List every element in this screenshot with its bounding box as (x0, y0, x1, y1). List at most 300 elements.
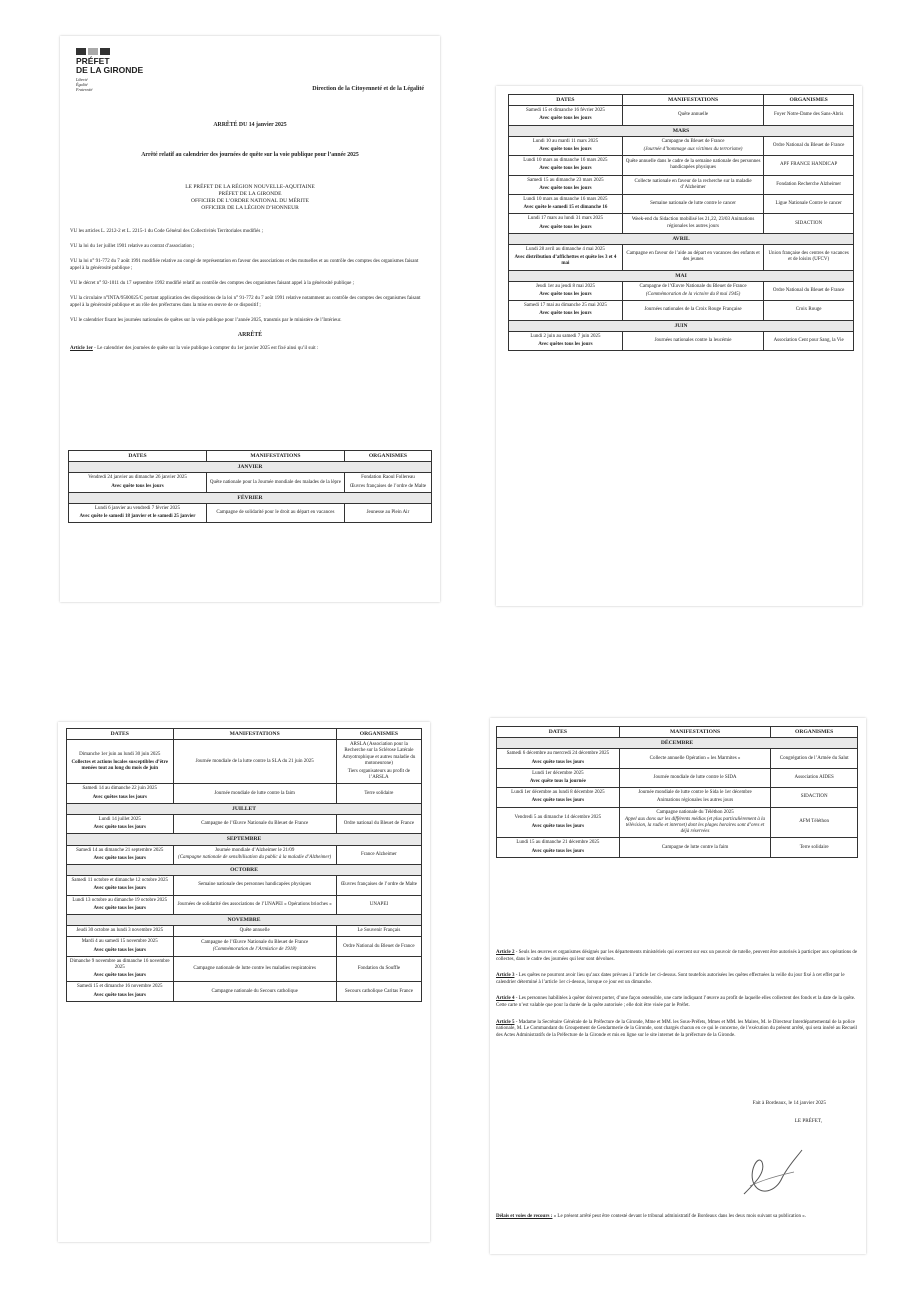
month-row (67, 865, 422, 876)
prefet-titles (60, 184, 440, 212)
month-row (67, 803, 422, 814)
organisme-name: Foyer Notre-Dame des Sans-Abris (773, 112, 844, 118)
cell-dates (69, 473, 207, 492)
table-row (67, 784, 422, 803)
quete-note: Avec quête tous les jours (539, 224, 592, 230)
cell-dates (67, 740, 174, 784)
quete-note: Avec quête tous les jours (531, 823, 585, 829)
table-header-row (509, 95, 854, 106)
table-row (67, 937, 422, 956)
quete-note: Avec quête tous les jours (539, 292, 592, 298)
date-range: Lundi 10 mars au dimanche 16 mars 2025 (523, 197, 608, 203)
article-4-label: Article 4 (496, 996, 515, 1002)
cell-manifestation (622, 245, 763, 271)
cell-organisme (336, 926, 421, 937)
recours-label: Délais et voies de recours : (496, 1214, 553, 1219)
organisme-name: Jeunesse au Plein Air (366, 510, 410, 516)
cell-dates (67, 845, 174, 864)
motto-2: Égalité (76, 82, 88, 87)
cell-dates (509, 156, 623, 175)
cell-manifestation (173, 982, 336, 1001)
manifestation-name: Journées de solidarité des associations de l’UNAPEI « Opérations brioches » (177, 901, 332, 907)
calendar-table-3 (66, 728, 422, 1002)
prefet-line: LE PRÉFET DE LA RÉGION NOUVELLE-AQUITAINE (185, 184, 315, 190)
cell-dates (67, 956, 174, 982)
cell-dates (509, 214, 623, 233)
organisme-name: Congrégation de l’Armée du Salut (779, 755, 849, 761)
date-range: Jeudi 30 octobre au lundi 3 novembre 2025 (76, 928, 164, 934)
quete-note: Avec quête tous les jours (93, 947, 146, 953)
table-row (509, 136, 854, 155)
date-range: Jeudi 1er au jeudi 8 mai 2025 (535, 283, 595, 289)
cell-dates (509, 106, 623, 125)
manifestation-name: Collecte annuelle Opération « les Marmites » (649, 755, 741, 761)
cell-manifestation (173, 784, 336, 803)
quete-note: Avec quête tous les jours (539, 311, 592, 317)
quete-note: Avec quête tous les jours (93, 905, 146, 911)
organisme-name: Croix Rouge (795, 307, 822, 313)
cell-organisme (764, 245, 854, 271)
date-range: Lundi 28 avril au dimanche 4 mai 2025 (525, 247, 605, 253)
visa-item: VU le décret n° 92-1011 du 17 septembre 1992 modifié relatif au contrôle des comptes des organismes faisant appel à la générosité publique ; (70, 281, 354, 286)
month-label: OCTOBRE (67, 865, 422, 876)
organisme-extra: Œuvres françaises de l’ordre de Malte (349, 483, 427, 489)
article-5-label: Article 5 (496, 1019, 515, 1025)
cell-organisme (764, 136, 854, 155)
quete-note: Avec quête tous les jours (539, 166, 592, 172)
table-row (67, 956, 422, 982)
table-row (67, 895, 422, 914)
table-row (67, 740, 422, 784)
header-organismes: ORGANISMES (771, 727, 858, 738)
cell-manifestation (622, 195, 763, 214)
motto-1: Liberté (76, 77, 88, 82)
cell-dates (67, 926, 174, 937)
cell-dates (509, 195, 623, 214)
cell-dates (67, 784, 174, 803)
date-range: Lundi 13 octobre au dimanche 19 octobre 2025 (72, 897, 168, 903)
month-row (497, 738, 858, 749)
table-header-row (67, 729, 422, 740)
cell-dates (509, 331, 623, 350)
cell-organisme (336, 982, 421, 1001)
date-range: Lundi 10 mars au dimanche 16 mars 2025 (523, 158, 608, 164)
prefet-line: OFFICIER DE L’ORDRE NATIONAL DU MÉRITE (191, 198, 309, 204)
visa-item: VU le calendrier fixant les journées nationales de quêtes sur la voie publique pour l’année 2025, transmis par le ministère de l’Intérieur. (70, 318, 342, 323)
cell-organisme (336, 956, 421, 982)
table-row (67, 815, 422, 834)
prefet-line: PRÉFET DE LA GIRONDE (218, 191, 282, 197)
manifestation-name: Week-end du Sidaction mobilisé les 21,22, 23/03 Animations régionales les autres jours (631, 217, 755, 229)
cell-dates (67, 876, 174, 895)
cell-organisme (336, 784, 421, 803)
quete-note: Avec quêtes tous les jours (92, 794, 147, 800)
calendar-table-2 (508, 94, 854, 351)
cell-manifestation (622, 106, 763, 125)
month-label: NOVEMBRE (67, 915, 422, 926)
quete-note: Avec quête le samedi 18 janvier et le samedi 25 janvier (79, 514, 196, 520)
cell-organisme (764, 106, 854, 125)
table-row (497, 838, 858, 857)
date-range: Mardi 4 au samedi 15 novembre 2025 (81, 939, 158, 945)
table-row (509, 281, 854, 300)
organisme-name: France Alzheimer (361, 851, 397, 857)
manifestation-name: Journées nationales de la Croix Rouge Française (644, 307, 742, 313)
cell-manifestation (619, 807, 771, 838)
date-range: Dimanche 1er juin au lundi 30 juin 2025 (79, 751, 161, 757)
cell-organisme (336, 937, 421, 956)
header-manifestations: MANIFESTATIONS (622, 95, 763, 106)
signature-role: LE PRÉFET, (794, 1118, 822, 1124)
direction-title: Direction de la Citoyenneté et de la Légalité (312, 86, 424, 92)
cell-organisme (764, 214, 854, 233)
motto-3: Fraternité (76, 87, 93, 92)
organisme-name: Ordre national du Bleuet de France (343, 821, 415, 827)
quete-note: Avec quête tous les jours (93, 973, 146, 979)
organisme-name: UNAPEI (369, 901, 389, 907)
date-range: Lundi 1er décembre 2025 (532, 770, 584, 776)
manifestation-name: Quête annuelle dans le cadre de la semaine nationale des personnes handicapées physiques (625, 159, 761, 171)
header-dates: DATES (509, 95, 623, 106)
table-row (67, 926, 422, 937)
article-5-text: - Madame la Secrétaire Générale de la Préfecture de la Gironde, Mme et MM. les Sous-Préfets, Mmes et MM. les Maires, M. le Directeur Interdépartemental de la police nationale, M. Le Commandant du Groupement de Gendarmerie de la Gironde, sont chargés chacun en ce qui le concerne, de l’exécution du présent arrêté, qui sera inséré au Recueil des Actes Administratifs de la Préfecture de la Gironde et mis en ligne sur le site internet de la préfecture de la Gironde. (496, 1019, 858, 1038)
logo-line-2: DE LA GIRONDE (76, 65, 144, 75)
cell-organisme (336, 895, 421, 914)
date-range: Lundi 15 au dimanche 21 décembre 2025 (516, 840, 600, 846)
cell-manifestation (619, 838, 771, 857)
organisme-name: Ligue Nationale Contre le cancer (775, 201, 842, 207)
quete-note: Avec quête le samedi 15 et dimanche 16 (523, 205, 608, 211)
article-3-label: Article 3 (496, 973, 515, 979)
marianne-flag-icon (76, 48, 143, 55)
logo-motto (76, 77, 143, 92)
article-1-label: Article 1er (70, 346, 93, 351)
date-range: Lundi 10 au mardi 11 mars 2025 (532, 138, 599, 144)
arrete-subject: Arrêté relatif au calendrier des journées de quête sur la voie publique pour l’année 2025 (141, 152, 359, 158)
cell-manifestation (206, 504, 344, 523)
manifestation-name: Campagne du Bleuet de France (661, 139, 725, 145)
table-row (509, 214, 854, 233)
cell-manifestation (619, 768, 771, 787)
month-row (67, 915, 422, 926)
manifestation-note: (Commémoration de la victoire du 8 mai 1945) (645, 291, 741, 297)
organisme-name: Fondation Raoul Follereau (361, 475, 415, 481)
date-range: Samedi 15 au dimanche 23 mars 2025 (527, 177, 604, 183)
cell-manifestation (622, 175, 763, 194)
article-2-text: - Seuls les œuvres et organismes désignés par les départements ministériels qui exercent sur eux un pouvoir de tutelle, peuvent être autorisés à participer aux opérations de collectes, dans le cadre des journées qui leur sont dévolues. (496, 950, 858, 962)
cell-manifestation (173, 815, 336, 834)
manifestation-name: Journée mondiale de lutte contre le SIDA (653, 774, 737, 780)
month-row (69, 462, 432, 473)
table-row (497, 807, 858, 838)
month-label: DÉCEMBRE (497, 738, 858, 749)
month-row (509, 320, 854, 331)
table-row (509, 331, 854, 350)
page-3 (58, 722, 430, 1242)
header-organismes: ORGANISMES (336, 729, 421, 740)
date-range: Samedi 14 au dimanche 22 juin 2025 (82, 786, 157, 792)
organisme-name: Association Cent pour Sang, la Vie (773, 337, 844, 343)
organisme-name: Fondation du Souffle (357, 966, 401, 972)
cell-manifestation (173, 876, 336, 895)
manifestation-name: Collecte nationale en faveur de la recherche sur la maladie d’Alzheimer (634, 178, 752, 190)
cell-organisme (771, 807, 858, 838)
organisme-name: Association AIDES (794, 774, 834, 780)
table-row (67, 982, 422, 1001)
date-range: Samedi 15 et dimanche 16 février 2025 (525, 108, 605, 114)
quete-table (66, 728, 422, 1002)
cell-manifestation (619, 788, 771, 807)
quete-note: Collectes et actions locales susceptibles d’être menées tout au long du mois de juin (71, 759, 168, 771)
organisme-name: ARSLA (Association pour la Recherche sur la Sclérose Latérale Amyotrophique et autres maladie du motoneurone) (342, 742, 416, 766)
quete-note: Avec quête tous les jours (539, 116, 592, 122)
table-row (497, 749, 858, 768)
arrete-heading: ARRÊTÉ (237, 332, 263, 338)
quete-note: Avec quête tous les jours (93, 855, 146, 861)
quete-note: Avec quête tous les jours (531, 798, 585, 804)
page-2 (496, 86, 862, 606)
cell-manifestation (622, 331, 763, 350)
manifestation-note: (Commémoration de l’Armistice de 1918) (212, 947, 297, 953)
calendar-table-4 (496, 726, 858, 858)
article-1-text: - Le calendrier des journées de quête sur la voie publique à compter du 1er janvier 2025 est fixé ainsi qu’il suit : (92, 346, 319, 351)
cell-organisme (771, 749, 858, 768)
month-label: AVRIL (509, 233, 854, 244)
organisme-name: Ordre National du Bleuet de France (343, 943, 415, 949)
visa-item: VU la loi du 1er juillet 1901 relative au contrat d’association ; (70, 244, 195, 249)
cell-dates (497, 788, 620, 807)
cell-manifestation (622, 301, 763, 320)
quete-note: Avec quête tous la journée (529, 779, 586, 785)
date-range: Samedi 17 mai au dimanche 25 mai 2025 (523, 303, 607, 309)
manifestation-name: Journée mondiale d’Alzheimer le 21/09 (214, 848, 295, 854)
manifestation-name: Quête annuelle (678, 112, 709, 118)
month-row (509, 125, 854, 136)
cell-organisme (764, 281, 854, 300)
manifestation-name: Journée mondiale de lutte contre la faim (214, 790, 295, 796)
cell-manifestation (173, 937, 336, 956)
header-manifestations: MANIFESTATIONS (619, 727, 771, 738)
table-row (67, 876, 422, 895)
cell-manifestation (622, 214, 763, 233)
quete-note: Avec quête tous les jours (539, 147, 592, 153)
quete-note: Avec quête tous les jours (531, 848, 585, 854)
date-range: Samedi 6 décembre au mercredi 24 décembre 2025 (506, 751, 610, 757)
organisme-name: Union française des centres de vacances et de loisirs (UFCV) (768, 251, 849, 263)
table-row (497, 788, 858, 807)
organisme-name: Œuvres françaises de l’ordre de Malte (340, 882, 417, 888)
article-1 (70, 345, 430, 352)
cell-dates (509, 245, 623, 271)
manifestation-name: Semaine nationale des personnes handicapées physiques (198, 882, 312, 888)
article-2-label: Article 2 (496, 950, 515, 955)
organisme-name: Le Souvenir Français (357, 928, 401, 934)
date-range: Lundi 14 juillet 2025 (98, 817, 141, 823)
cell-manifestation (173, 895, 336, 914)
prefet-line: OFFICIER DE LA LÉGION D’HONNEUR (201, 205, 299, 211)
cell-organisme (764, 301, 854, 320)
logo-line-1: PRÉFET (76, 56, 110, 66)
recours-text: « Le présent arrêté peut être contesté devant le tribunal administratif de Bordeaux dans les deux mois suivant sa publication ». (552, 1214, 806, 1219)
cell-dates (69, 504, 207, 523)
visa-item: VU la circulaire n°INTA/9500025/C portant application des dispositions de la loi n° 91-772 du 7 août 1991 relative notamment au contrôle des comptes des organismes faisant appel à la générosité publique et au rôle des préfectures dans la mise en œuvre de ce dispositif ; (70, 296, 421, 308)
header-organismes: ORGANISMES (344, 451, 431, 462)
quete-note: Avec quêtes tous les jours (538, 342, 593, 348)
date-range: Lundi 2 juin au samedi 7 juin 2025 (530, 333, 601, 339)
cell-dates (509, 136, 623, 155)
article-3-text: - Les quêtes ne pourront avoir lieu qu’aux dates prévues à l’article 1er ci-dessus. Sont toutefois autorisées les quêtes effectuées la veille du jour fixé à cet effet par le calendrier déterminé à l’article 1er ci-dessus, lorsque ce jour est un dimanche. (496, 973, 845, 985)
cell-manifestation (173, 845, 336, 864)
table-row (67, 845, 422, 864)
manifestation-note: (Journée d’hommage aux victimes du terrorisme) (643, 146, 743, 152)
organisme-name: Terre solidaire (799, 844, 829, 850)
manifestation-name: Quête nationale pour la Journée mondiale des malades de la lèpre (209, 479, 341, 485)
article-4 (496, 996, 858, 1009)
cell-manifestation (622, 136, 763, 155)
month-label: FÉVRIER (69, 492, 432, 503)
month-label: JUILLET (67, 803, 422, 814)
table-header-row (69, 451, 432, 462)
table-row (509, 175, 854, 194)
cell-dates (509, 301, 623, 320)
header-dates: DATES (67, 729, 174, 740)
cell-dates (509, 281, 623, 300)
articles-block (496, 950, 858, 1049)
date-range: Vendredi 24 janvier au dimanche 26 janvier 2025 (88, 475, 187, 481)
cell-dates (497, 838, 620, 857)
manifestation-name: Campagne nationale du Téléthon 2025 (656, 809, 734, 815)
quete-note: Avec quête tous les jours (93, 886, 146, 892)
arrete-date: ARRÊTÉ DU 14 janvier 2025 (213, 122, 287, 128)
article-2 (496, 950, 858, 963)
manifestation-name: Journées nationales contre la leucémie (654, 337, 732, 343)
table-row (509, 106, 854, 125)
page-1 (60, 36, 440, 602)
table-row (497, 768, 858, 787)
cell-manifestation (622, 281, 763, 300)
header-manifestations: MANIFESTATIONS (206, 451, 344, 462)
month-row (69, 492, 432, 503)
date-range: Lundi 1er décembre au lundi 8 décembre 2025 (511, 790, 605, 796)
manifestation-name: Semaine nationale de lutte contre le cancer (650, 201, 736, 207)
month-label: JANVIER (69, 462, 432, 473)
manifestation-note: (Campagne nationale de sensibilisation du public à la maladie d’Alzheimer) (178, 855, 332, 861)
prefecture-logo (76, 48, 143, 92)
quete-note: Avec quête tous les jours (93, 992, 146, 998)
table-row (509, 301, 854, 320)
month-row (509, 270, 854, 281)
date-range: Dimanche 9 novembre au dimanche 16 novembre 2025 (69, 958, 170, 971)
cell-organisme (764, 331, 854, 350)
cell-dates (497, 807, 620, 838)
manifestation-name: Journée mondiale de lutte contre le Sida le 1er décembre (638, 790, 752, 796)
cell-organisme (344, 473, 431, 492)
quete-table (496, 726, 858, 858)
month-row (509, 233, 854, 244)
manifestation-name: Campagne de l’Œuvre Nationale du Bleuet de France (639, 284, 747, 290)
calendar-table-1 (68, 450, 432, 523)
cell-organisme (771, 788, 858, 807)
cell-dates (67, 937, 174, 956)
month-label: MAI (509, 270, 854, 281)
date-range: Vendredi 5 au dimanche 14 décembre 2025 (514, 815, 602, 821)
organisme-name: Terre solidaire (364, 790, 394, 796)
cell-manifestation (173, 740, 336, 784)
date-range: Samedi 15 et dimanche 16 novembre 2025 (76, 984, 163, 990)
cell-organisme (764, 195, 854, 214)
cell-dates (509, 175, 623, 194)
organisme-name: Fondation Recherche Alzheimer (776, 181, 841, 187)
header-dates: DATES (497, 727, 620, 738)
recours-notice (496, 1214, 858, 1221)
manifestation-name: Journée mondiale de la lutte contre la SLA du 21 juin 2025 (195, 758, 314, 764)
cell-dates (497, 768, 620, 787)
article-5 (496, 1020, 858, 1040)
organisme-extra: Tiers organisateurs au profit de l’ARSLA (347, 769, 410, 781)
article-4-text: - Les personnes habilitées à quêter doivent porter, d’une façon ostensible, une carte indiquant l’œuvre au profit de laquelle elles collectent des fonds et la date de la quête. Cette carte n’est valable que pour la durée de la quête autorisée ; elle doit être visée par le Préfet. (496, 996, 856, 1008)
header-manifestations: MANIFESTATIONS (173, 729, 336, 740)
manifestation-name: Campagne de solidarité pour le droit au départ en vacances (216, 510, 335, 516)
table-row (69, 473, 432, 492)
manifestation-name: Campagne en faveur de l’aide au départ en vacances des enfants et des jeunes (626, 251, 760, 263)
cell-organisme (336, 815, 421, 834)
table-row (509, 195, 854, 214)
cell-dates (67, 895, 174, 914)
organisme-name: SIDACTION (795, 220, 823, 226)
month-label: JUIN (509, 320, 854, 331)
manifestation-name: Campagne de l’Œuvre Nationale du Bleuet de France (201, 939, 309, 945)
organisme-name: Ordre National du Bleuet de France (772, 142, 845, 148)
visa-item: VU la loi n° 91-772 du 7 août 1991 modifiée relative au congé de représentation en faveur des associations et des mutuelles et au contrôle des comptes des organismes faisant appel à la générosité publique ; (70, 259, 419, 271)
quete-note: Avec quête tous les jours (111, 483, 164, 489)
table-header-row (497, 727, 858, 738)
cell-organisme (764, 175, 854, 194)
quete-table (68, 450, 432, 523)
article-3 (496, 973, 858, 986)
month-label: MARS (509, 125, 854, 136)
cell-manifestation (622, 156, 763, 175)
month-row (67, 834, 422, 845)
month-label: SEPTEMBRE (67, 834, 422, 845)
header-organismes: ORGANISMES (764, 95, 854, 106)
signature-place-date: Fait à Bordeaux, le 14 janvier 2025 (752, 1100, 826, 1106)
table-row (509, 156, 854, 175)
date-range: Lundi 17 mars au lundi 31 mars 2025 (527, 216, 603, 222)
quete-note: Avec quête tous les jours (93, 825, 146, 831)
cell-organisme (771, 768, 858, 787)
cell-dates (67, 982, 174, 1001)
cell-organisme (344, 504, 431, 523)
quete-table (508, 94, 854, 351)
cell-organisme (336, 845, 421, 864)
manifestation-name: Campagne nationale du Secours catholique (211, 988, 298, 994)
date-range: Samedi 11 octobre et dimanche 12 octobre 2025 (71, 878, 169, 884)
cell-organisme (771, 838, 858, 857)
organisme-name: AFM Téléthon (799, 819, 830, 825)
header-dates: DATES (69, 451, 207, 462)
visas-block (70, 228, 430, 360)
organisme-name: APF FRANCE HANDICAP (780, 162, 838, 168)
quete-note: Avec quête tous les jours (539, 185, 592, 191)
visa-item: VU les articles L. 2212-2 et L. 2215-1 du Code Général des Collectivités Territoriales modifiés ; (70, 229, 263, 234)
manifestation-note: Appel aux dons sur les différents médias (et plus particulièrement à la télévision, la radio et internet) dont les plages horaires sont d’ores et déjà réservées (625, 816, 766, 835)
manifestation-name: Campagne de l’Œuvre Nationale du Bleuet de France (201, 821, 309, 827)
manifestation-name: Quête annuelle (239, 928, 270, 934)
date-range: Samedi 14 au dimanche 21 septembre 2025 (76, 847, 164, 853)
page-4 (490, 718, 866, 1254)
manifestation-extra: Animations régionales les autres jours (656, 798, 734, 804)
quete-note: Avec quête tous les jours (531, 759, 585, 765)
